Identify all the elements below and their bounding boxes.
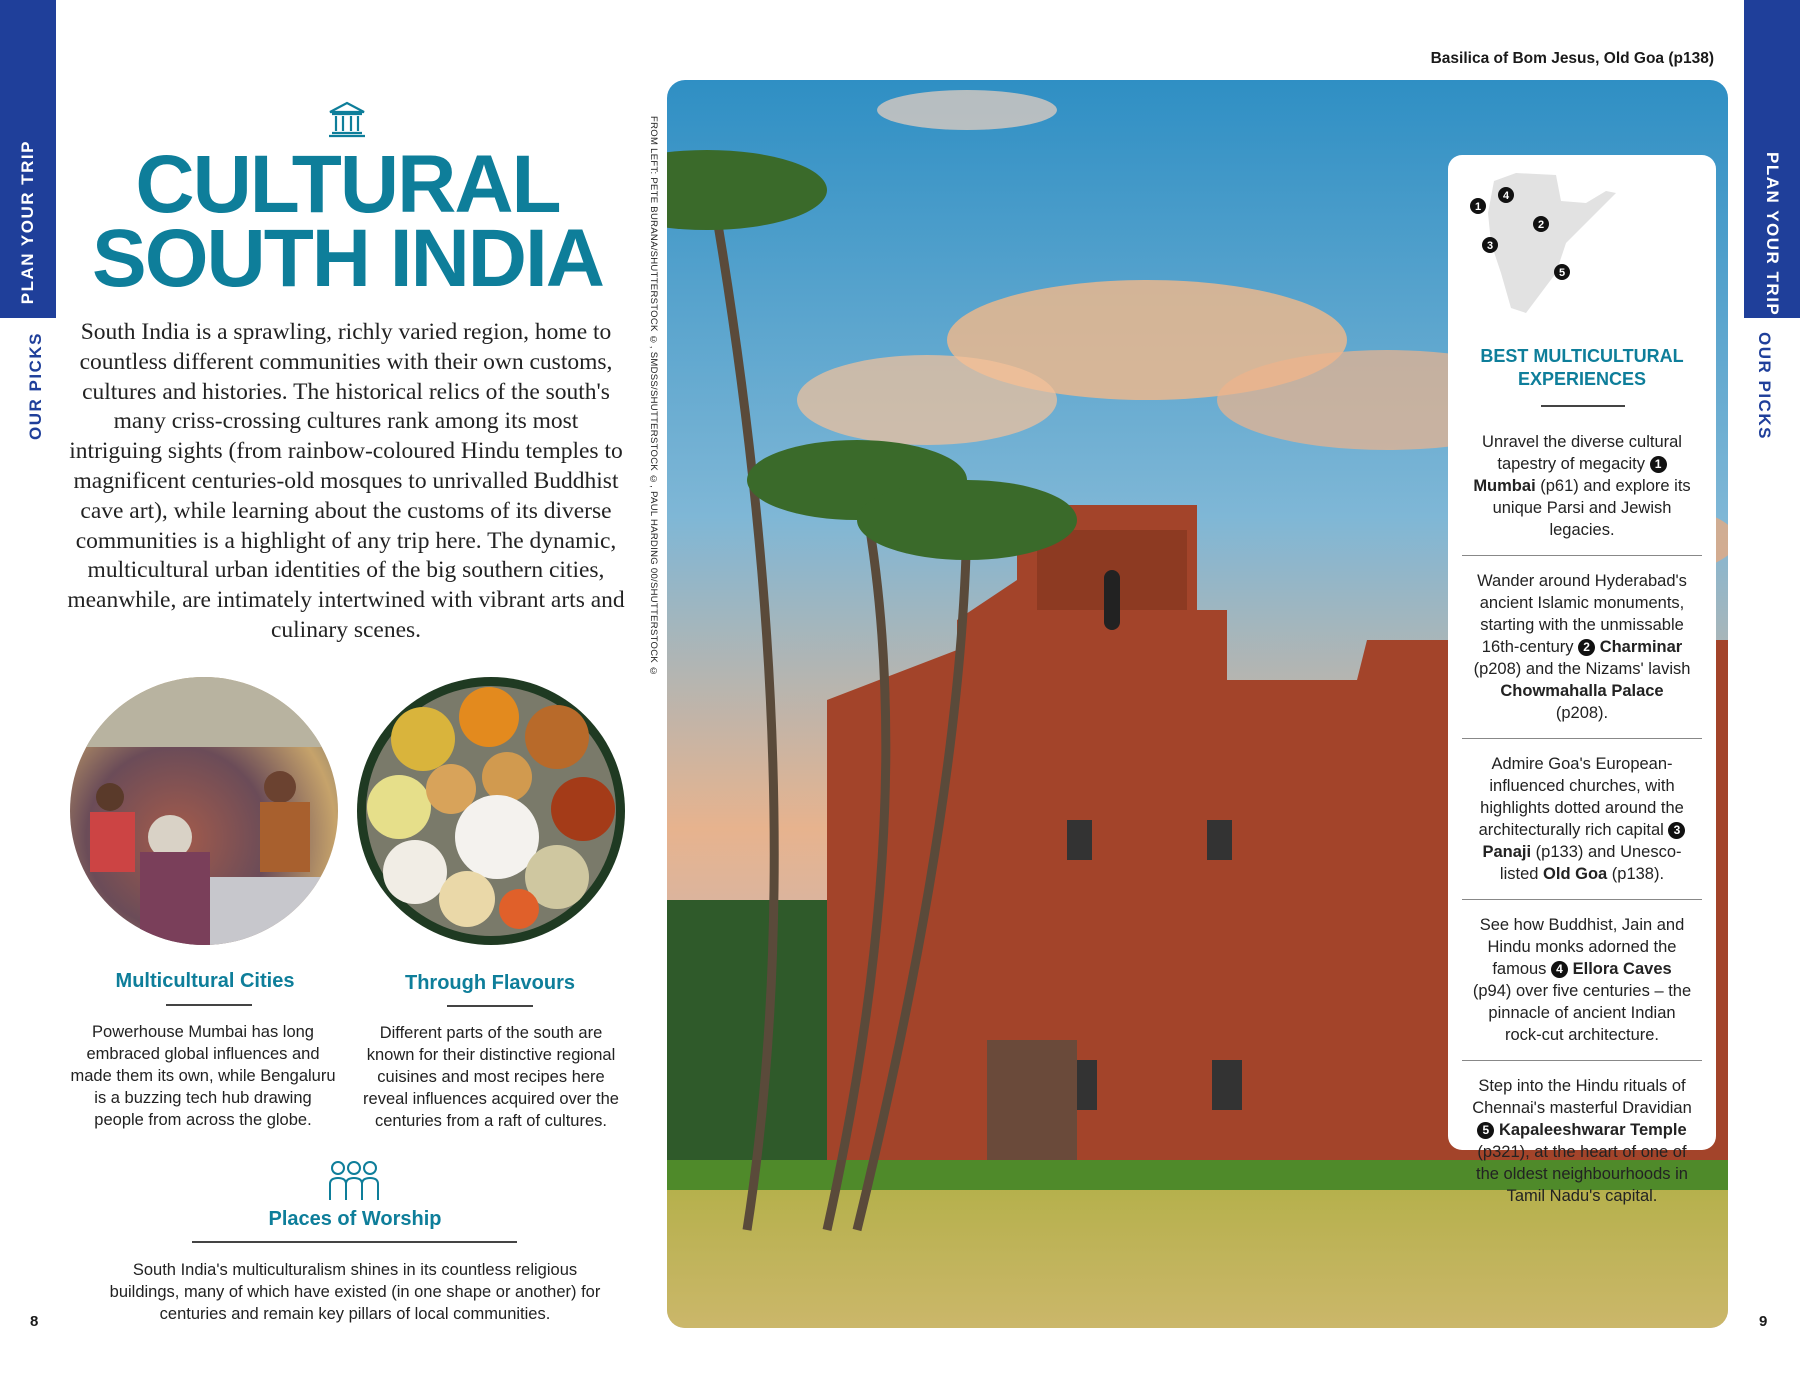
experience-item — [1462, 900, 1702, 1061]
item-text: Wander around Hyderabad's ancient Islamic monuments, starting with the unmissable 16th-century — [1477, 572, 1687, 656]
marker-number-icon: 3 — [1668, 822, 1685, 839]
people-group-icon — [328, 1160, 380, 1204]
item-text: Step into the Hindu rituals of Chennai's masterful Dravidian — [1472, 1077, 1692, 1117]
subsection-label: OUR PICKS — [1755, 332, 1774, 440]
best-experiences-card — [1448, 155, 1716, 1205]
temple-icon — [327, 100, 367, 138]
map-marker-3: 3 — [1486, 240, 1494, 252]
map-marker-2: 2 — [1537, 219, 1545, 231]
item-text: (p61) and explore its unique Parsi and Jewish legacies. — [1492, 477, 1691, 539]
feature-text-cities: Powerhouse Mumbai has long embraced global influences and made them its own, while Bengaluru is a buzzing tech hub drawing people from across the globe. — [70, 1023, 336, 1129]
page-number-left: 8 — [30, 1313, 39, 1330]
experience-item — [1462, 556, 1702, 739]
section-tab-right — [1744, 0, 1800, 318]
feature-text-flavours: Different parts of the south are known for their distinctive regional cuisines and most recipes here reveal influences acquired over the centuries from a raft of cultures. — [363, 1024, 619, 1130]
photo-caption: Basilica of Bom Jesus, Old Goa (p138) — [1430, 50, 1714, 67]
section-label: PLAN YOUR TRIP — [1763, 152, 1782, 317]
intro-paragraph: South India is a sprawling, richly varied region, home to countless different communities with their own customs, cultures and histories. The historical relics of the south's many criss-crossing cultures rank among its most intriguing sights (from rainbow-coloured Hindu temples to magnificent centuries-old mosques to unrivalled Buddhist cave art), while learning about the customs of its diverse communities is a highlight of any trip here. The dynamic, multicultural urban identities of the big southern cities, meanwhile, are intimately intertwined with vibrant arts and culinary scenes. — [67, 319, 625, 643]
divider — [447, 1005, 533, 1007]
item-text: See how Buddhist, Jain and Hindu monks adorned the famous — [1479, 916, 1685, 978]
map-marker-4: 4 — [1502, 190, 1510, 202]
marker-number-icon: 2 — [1578, 639, 1595, 656]
experience-item — [1462, 1061, 1702, 1221]
item-text: (p133) and Unesco-listed — [1499, 843, 1682, 883]
thali-food-photo — [357, 677, 625, 945]
divider — [1541, 405, 1625, 407]
experience-item — [1462, 739, 1702, 900]
item-text: (p208) and the Nizams' lavish — [1473, 660, 1691, 678]
subsection-label: OUR PICKS — [26, 332, 45, 440]
place-name: Ellora Caves — [1572, 960, 1672, 978]
item-text: (p94) over five centuries – the pinnacle of ancient Indian rock-cut architecture. — [1472, 982, 1692, 1044]
marker-number-icon: 5 — [1477, 1122, 1494, 1139]
section-tab-left — [0, 0, 56, 318]
experience-list — [1448, 417, 1716, 1221]
experience-item — [1462, 417, 1702, 556]
map-marker-1: 1 — [1474, 201, 1482, 213]
place-name: Old Goa — [1543, 865, 1608, 883]
photo-credit: FROM LEFT: PETE BURANA/SHUTTERSTOCK ©, SMDSS/SHUTTERSTOCK ©, PAUL HARDING 00/SHUTTERSTOCK © — [648, 116, 659, 678]
divider — [166, 1004, 252, 1006]
place-name: Chowmahalla Palace — [1500, 682, 1664, 700]
feature-text-worship: South India's multiculturalism shines in its countless religious buildings, many of which have existed (in one shape or another) for centuries and remain key pillars of local communities. — [109, 1261, 601, 1323]
page-number-right: 9 — [1759, 1313, 1768, 1330]
place-name: Panaji — [1482, 843, 1532, 861]
page-title-line2: SOUTH INDIA — [92, 213, 603, 304]
place-name: Charminar — [1599, 638, 1683, 656]
item-text: (p321), at the heart of one of the oldest neighbourhoods in Tamil Nadu's capital. — [1476, 1143, 1688, 1205]
marker-number-icon: 4 — [1551, 961, 1568, 978]
item-text: Admire Goa's European-influenced churches, with highlights dotted around the architecturally rich capital — [1478, 755, 1684, 839]
place-name: Kapaleeshwarar Temple — [1498, 1121, 1687, 1139]
section-label: PLAN YOUR TRIP — [18, 139, 37, 304]
item-text: (p208). — [1555, 704, 1609, 722]
item-text: Unravel the diverse cultural tapestry of megacity — [1482, 433, 1682, 473]
divider — [192, 1241, 517, 1243]
item-text: (p138). — [1607, 865, 1665, 883]
card-heading: BEST MULTICULTURAL EXPERIENCES — [1480, 346, 1684, 389]
feature-heading-cities: Multicultural Cities — [115, 970, 295, 992]
page-title-line1: CULTURAL — [135, 139, 560, 230]
feature-heading-worship: Places of Worship — [268, 1208, 442, 1230]
feature-heading-flavours: Through Flavours — [405, 972, 575, 994]
place-name: Mumbai — [1473, 477, 1536, 495]
marker-number-icon: 1 — [1650, 456, 1667, 473]
south-india-map — [1456, 163, 1716, 323]
map-marker-5: 5 — [1558, 267, 1566, 279]
street-scene-photo — [70, 677, 338, 945]
